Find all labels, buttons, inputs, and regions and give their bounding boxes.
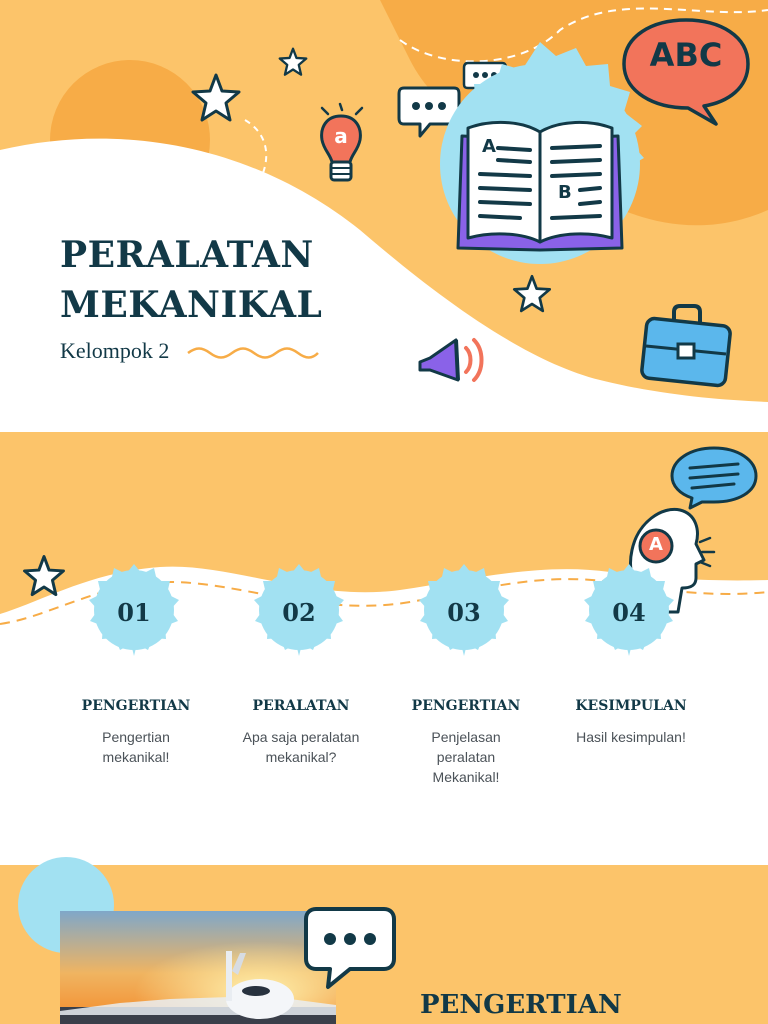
- number-badge: [416, 564, 512, 660]
- airplane-photo: [60, 911, 336, 1024]
- toc-item-description: Apa saja peralatan mekanikal?: [242, 729, 360, 765]
- number-text: 04: [612, 597, 646, 627]
- light-bulb-icon: [316, 104, 366, 190]
- number-text: 01: [117, 597, 151, 627]
- pengertian-slide: [0, 865, 768, 1024]
- dashed-trail: [240, 115, 280, 185]
- chat-bubble-icon: [304, 903, 398, 993]
- title-line-1: PERALATAN: [60, 234, 314, 276]
- number-badge: [581, 564, 677, 660]
- toc-item-title: PERALATAN: [252, 698, 350, 714]
- toc-item-description: Hasil kesimpulan!: [576, 729, 686, 745]
- number-text: 02: [282, 597, 316, 627]
- megaphone-icon: [414, 332, 492, 388]
- open-book-icon: [410, 36, 670, 296]
- toc-item-description: Penjelasan peralatan Mekanikal!: [431, 729, 501, 785]
- cover-subtitle: Kelompok 2: [60, 338, 170, 363]
- toc-item-title: PENGERTIAN: [81, 698, 191, 714]
- toc-slide: [0, 432, 768, 865]
- book-letter-a: A: [482, 136, 496, 157]
- head-letter: A: [649, 534, 663, 555]
- section-title: PENGERTIAN: [420, 990, 622, 1020]
- book-letter-b: B: [558, 182, 572, 203]
- title-line-2: MEKANIKAL: [60, 284, 323, 326]
- number-badge: [86, 564, 182, 660]
- cover-slide: [0, 0, 768, 432]
- star-icon: [22, 554, 66, 598]
- star-icon: [278, 47, 308, 77]
- toc-item-title: PENGERTIAN: [411, 698, 521, 714]
- star-icon: [190, 72, 242, 124]
- wavy-underline: [186, 345, 320, 361]
- number-badge: [251, 564, 347, 660]
- toc-item-description: Pengertian mekanikal!: [102, 729, 170, 765]
- number-text: 03: [447, 597, 481, 627]
- toc-item-title: KESIMPULAN: [575, 698, 687, 714]
- briefcase-icon: [638, 302, 734, 392]
- bulb-letter: a: [334, 124, 348, 148]
- abc-text: ABC: [649, 36, 723, 74]
- cover-title: [60, 230, 322, 330]
